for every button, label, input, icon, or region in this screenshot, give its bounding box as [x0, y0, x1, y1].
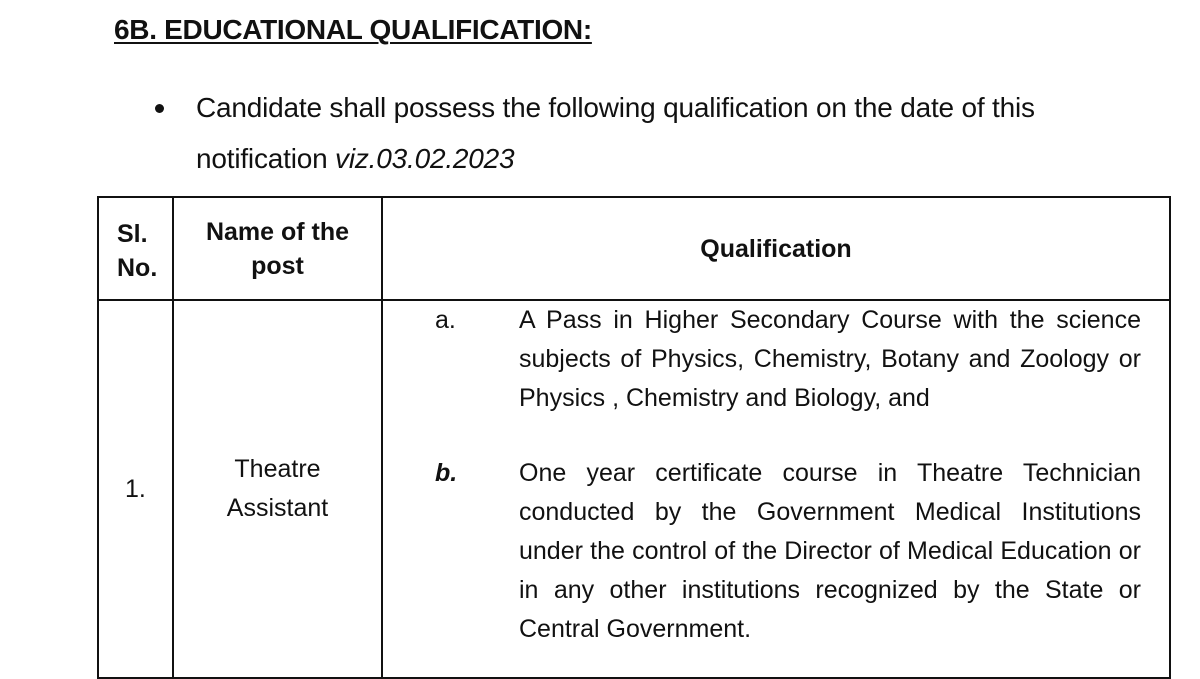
row-post-line-2: Assistant — [226, 494, 329, 522]
header-qualification: Qualification — [382, 197, 1170, 300]
qualification-table — [97, 196, 1171, 679]
qualification-item-a-text: A Pass in Higher Secondary Course with the science subjects of Physics, Chemistry, Botany and Zoology or Physics , Chemistry and Biology, and — [519, 306, 1141, 412]
header-post-name — [173, 197, 382, 300]
bullet-icon — [155, 104, 164, 113]
bullet-text-prefix: notification — [196, 143, 336, 174]
qualification-item-b — [435, 454, 1169, 649]
table-header-row — [98, 197, 1170, 300]
header-sl-line-1: Sl. — [117, 219, 148, 248]
bullet-text-line-2 — [196, 139, 514, 179]
row-qualification — [382, 300, 1170, 678]
qualification-item-a — [435, 301, 1169, 418]
row-post-line-1: Theatre — [234, 455, 321, 483]
row-sl-no: 1. — [98, 300, 173, 678]
qualification-item-b-letter: b. — [435, 459, 458, 487]
header-post-line-2: post — [251, 251, 304, 280]
bullet-text-line-1: Candidate shall possess the following qualification on the date of this — [196, 92, 1035, 123]
header-sl-line-2: No. — [117, 253, 158, 282]
header-post-line-1: Name of the — [205, 217, 350, 246]
row-post-name — [173, 300, 382, 678]
section-heading: 6B. EDUCATIONAL QUALIFICATION: — [114, 14, 592, 45]
notification-date: viz.03.02.2023 — [335, 143, 515, 174]
qualification-item-b-text: One year certificate course in Theatre Technician conducted by the Government Medical Institutions under the control of the Director of Medical Education or in any other institutions recognized by the State or Central Government. — [519, 459, 1141, 643]
qualification-item-a-letter: a. — [435, 306, 456, 334]
header-sl-no — [98, 197, 173, 300]
table-row — [98, 300, 1170, 678]
